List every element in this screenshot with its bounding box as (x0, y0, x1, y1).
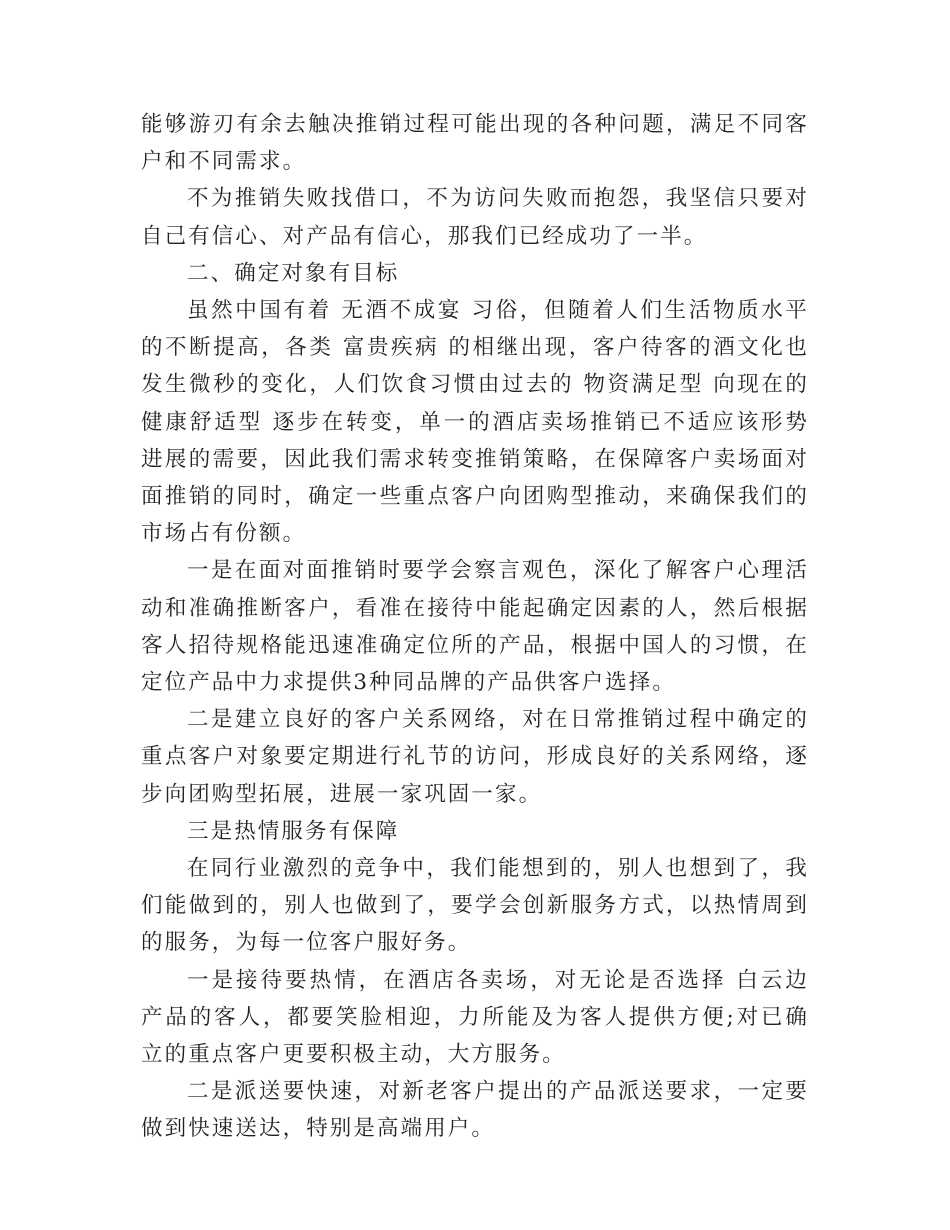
document-body (141, 106, 809, 1148)
paragraph: 一是在面对面推销时要学会察言观色，深化了解客户心理活动和准确推断客户，看准在接待中能起确定因素的人，然后根据客人招待规格能迅速准确定位所的产品，根据中国人的习惯，在定位产品中力求提供3种同品牌的产品供客户选择。 (141, 558, 809, 696)
paragraph: 不为推销失败找借口，不为访问失败而抱怨，我坚信只要对自己有信心、对产品有信心，那我们已经成功了一半。 (141, 186, 809, 249)
paragraph: 能够游刃有余去触决推销过程可能出现的各种问题，满足不同客户和不同需求。 (141, 112, 809, 175)
paragraph: 一是接待要热情，在酒店各卖场，对无论是否选择 白云边 产品的客人，都要笑脸相迎，力所能及为客人提供方便;对已确立的重点客户更要积极主动，大方服务。 (141, 967, 809, 1068)
section-heading: 二、确定对象有目标 (187, 260, 400, 286)
paragraph: 二是派送要快速，对新老客户提出的产品派送要求，一定要做到快速送达，特别是高端用户。 (141, 1079, 809, 1142)
paragraph: 虽然中国有着 无酒不成宴 习俗，但随着人们生活物质水平的不断提高，各类 富贵疾病 的相继出现，客户待客的酒文化也发生微秒的变化，人们饮食习惯由过去的 物资满足型 向现在的 健康舒适型 逐步在转变，单一的酒店卖场推销已不适应该形势进展的需要，因此我们需求转变推销策略，在保障客户卖场面对面推销的同时，确定一些重点客户向团购型推动，来确保我们的市场占有份额。 (141, 298, 809, 547)
paragraph: 在同行业激烈的竞争中，我们能想到的，别人也想到了，我们能做到的，别人也做到了，要学会创新服务方式，以热情周到的服务，为每一位客户服好务。 (141, 856, 809, 956)
section-heading: 三是热情服务有保障 (187, 818, 400, 844)
paragraph: 二是建立良好的客户关系网络，对在日常推销过程中确定的重点客户对象要定期进行礼节的访问，形成良好的关系网络，逐步向团购型拓展，进展一家巩固一家。 (141, 707, 809, 807)
